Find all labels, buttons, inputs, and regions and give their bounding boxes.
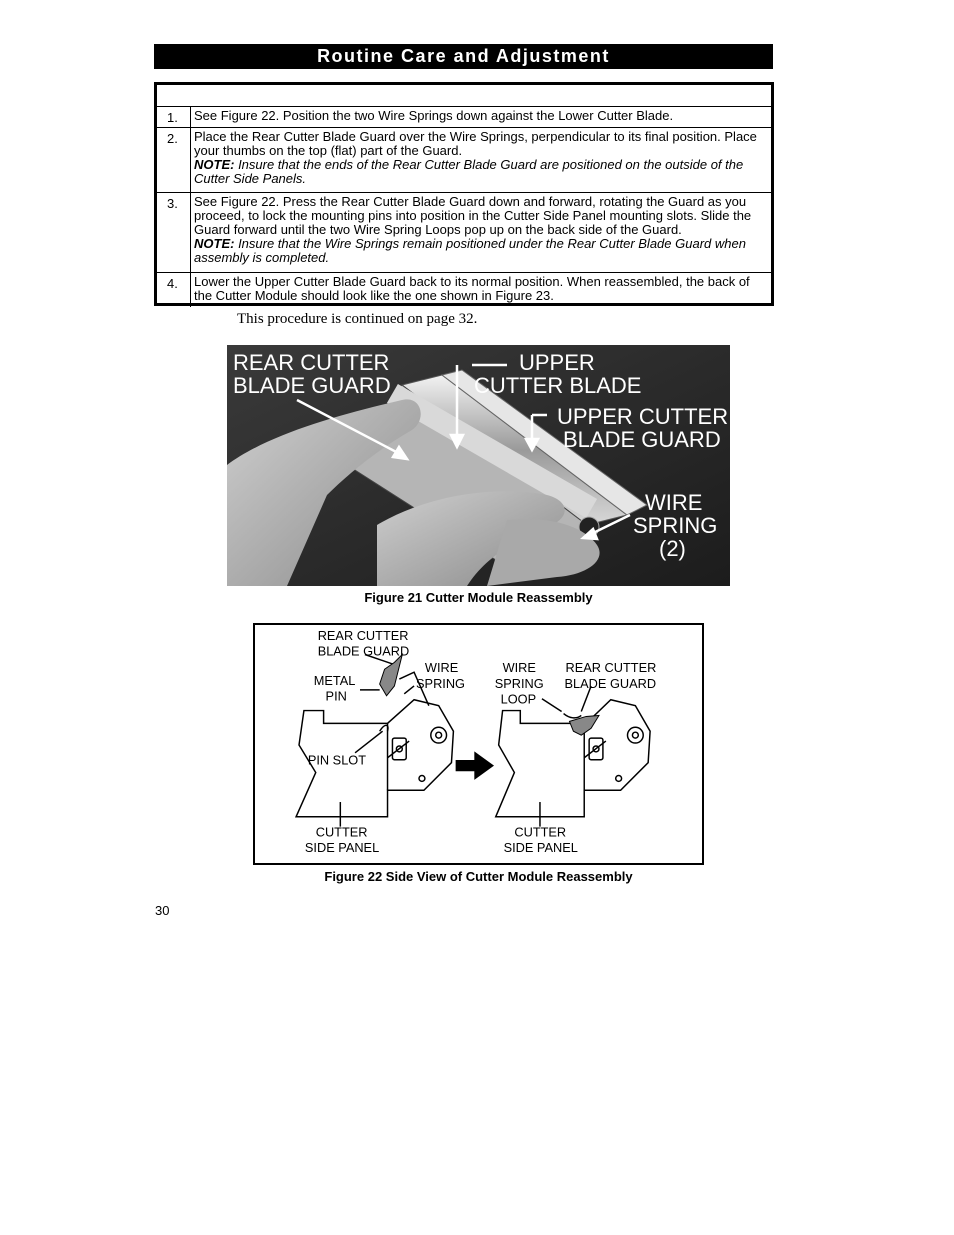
label-rear-cutter-2: BLADE GUARD [233, 373, 391, 398]
step-number: 4. [157, 273, 191, 307]
lbl-pin-slot: PIN SLOT [307, 752, 367, 768]
label-upper-blade-2: CUTTER BLADE [474, 373, 642, 398]
lbl-rear-guard-left-2: BLADE GUARD [317, 643, 410, 659]
label-upper-guard-1: UPPER CUTTER [557, 404, 729, 429]
step-note: NOTE: Insure that the ends of the Rear Cutter Blade Guard are positioned on the outside of the Cutter Side Panels. [194, 157, 744, 186]
lbl-wire-spring-left-1: WIRE [424, 660, 459, 676]
step-row [157, 128, 771, 193]
lbl-wire-loop-2: SPRING [494, 675, 544, 691]
step-number: 3. [157, 193, 191, 272]
label-upper-blade-1: UPPER [519, 350, 595, 375]
lbl-rear-guard-right-2: BLADE GUARD [564, 675, 657, 691]
figure-21-caption: Figure 21 Cutter Module Reassembly [364, 590, 593, 605]
lbl-metal-pin-2: PIN [325, 688, 347, 704]
lbl-wire-loop-3: LOOP [500, 691, 537, 707]
lbl-panel-right-2: SIDE PANEL [503, 840, 578, 856]
figure-22-caption: Figure 22 Side View of Cutter Module Reassembly [324, 869, 633, 884]
step-number: 1. [157, 107, 191, 127]
wire-spring-loop-shape [564, 714, 582, 718]
right-roller-inner [632, 732, 638, 738]
step-text: See Figure 22. Press the Rear Cutter Blade Guard down and forward, rotating the Guard as you proceed, to lock the mounting pins into position in the Cutter Side Panel mounting slots. Slide the Guard forward until the two Wire Spring Loops pop up on the back side of the Guard. NOTE: Insure that the Wire Springs remain positioned under the Rear Cutter Blade Guard when assembly is completed. [191, 193, 771, 272]
left-screw [419, 775, 425, 781]
left-roller-outer [431, 727, 447, 743]
lbl-wire-spring-left-2: SPRING [416, 675, 466, 691]
label-rear-cutter-1: REAR CUTTER [233, 350, 390, 375]
label-wire-1: WIRE [645, 490, 703, 515]
label-wire-2: SPRING [633, 513, 718, 538]
lbl-wire-loop-1: WIRE [502, 660, 536, 676]
label-upper-guard-2: BLADE GUARD [563, 427, 721, 452]
steps-table [154, 82, 774, 306]
right-roller-outer [627, 727, 643, 743]
steps-table-header [157, 85, 771, 107]
figure-21-photo [227, 345, 730, 586]
step-text: Place the Rear Cutter Blade Guard over the Wire Springs, perpendicular to its final position. Place your thumbs on the top (flat) part of the Guard. NOTE: Insure that the ends of the Rear Cutter Blade Guard are positioned on the outside of the Cutter Side Panels. [191, 128, 771, 192]
step-row [157, 107, 771, 128]
lbl-metal-pin-1: METAL [313, 672, 356, 688]
step-row [157, 273, 771, 307]
lbl-panel-right-1: CUTTER [514, 824, 567, 840]
step-text: Lower the Upper Cutter Blade Guard back to its normal position. When reassembled, the back of the Cutter Module should look like the one shown in Figure 23. [194, 274, 750, 303]
left-roller-inner [436, 732, 442, 738]
right-screw [616, 775, 622, 781]
lbl-panel-left-1: CUTTER [315, 824, 368, 840]
step-row [157, 193, 771, 273]
section-title: Routine Care and Adjustment [154, 44, 773, 69]
step-note: NOTE: Insure that the Wire Springs remain positioned under the Rear Cutter Blade Guard when assembly is completed. [194, 236, 746, 265]
leader-wire-loop [542, 699, 562, 712]
pin-slot-shape [380, 725, 388, 731]
continued-note: This procedure is continued on page 32. [237, 311, 478, 327]
step-number: 2. [157, 128, 191, 192]
lbl-rear-guard-left-1: REAR CUTTER [317, 627, 409, 643]
page-number: 30 [155, 903, 170, 918]
lbl-panel-left-2: SIDE PANEL [304, 840, 380, 856]
lbl-rear-guard-right-1: REAR CUTTER [565, 660, 657, 676]
figure-22-diagram [253, 623, 704, 865]
direction-arrow [456, 753, 492, 779]
leader-wire-spring-left [404, 686, 414, 694]
label-wire-3: (2) [659, 536, 686, 561]
leader-pin-slot [355, 731, 383, 753]
step-text: See Figure 22. Position the two Wire Springs down against the Lower Cutter Blade. [194, 108, 674, 123]
